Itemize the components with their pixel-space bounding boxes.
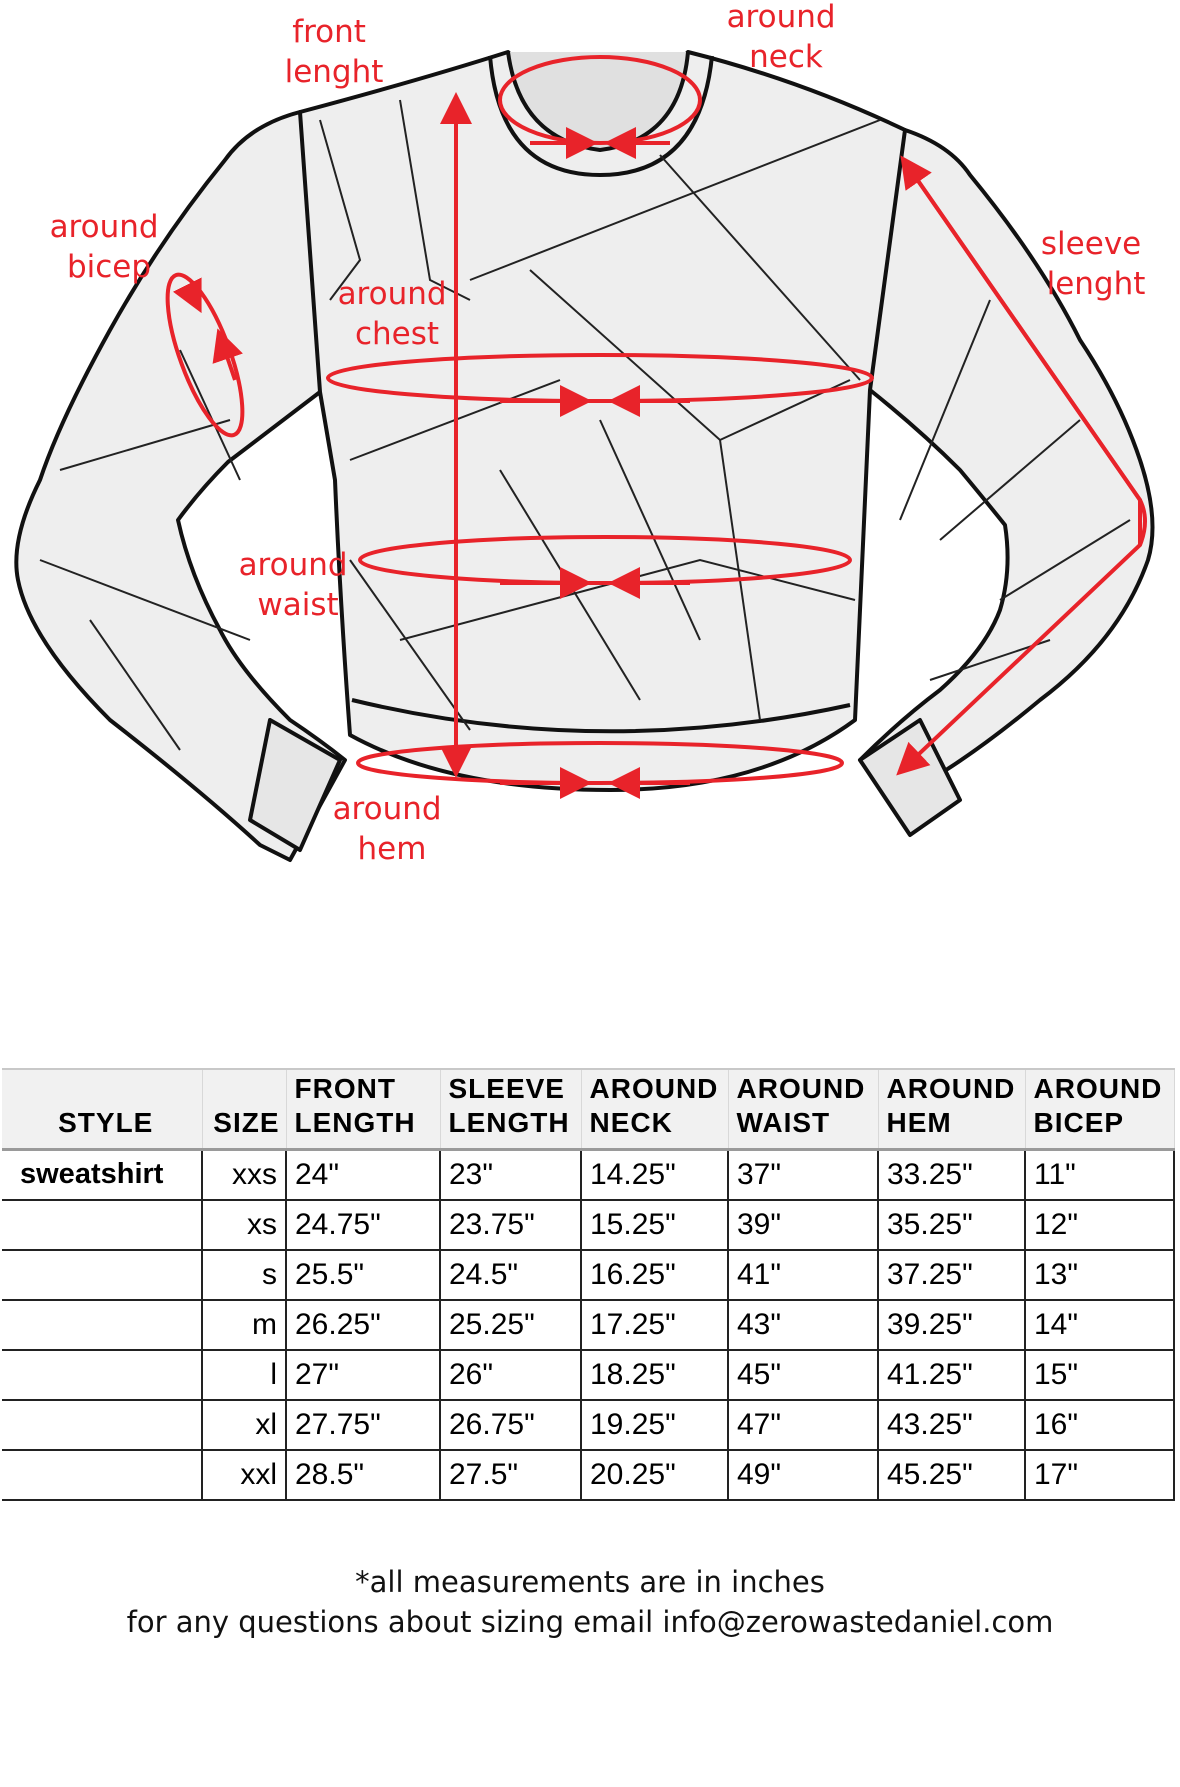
column-header xyxy=(286,1069,440,1149)
table-cell: xxs xyxy=(202,1149,286,1200)
column-header-line: BICEP xyxy=(1033,1106,1125,1138)
column-header-line: LENGTH xyxy=(294,1106,416,1138)
table-cell: 33.25" xyxy=(878,1149,1025,1200)
table-cell: 43.25" xyxy=(878,1400,1025,1450)
column-header-line: WAIST xyxy=(736,1106,831,1138)
table-cell: 37.25" xyxy=(878,1250,1025,1300)
table-cell: 20.25" xyxy=(581,1450,728,1500)
column-header-line: STYLE xyxy=(58,1106,154,1138)
column-header-line: FRONT xyxy=(294,1072,396,1104)
table-cell: 25.5" xyxy=(286,1250,440,1300)
table-cell: 39" xyxy=(728,1200,878,1250)
table-row xyxy=(2,1200,1174,1250)
table-row xyxy=(2,1450,1174,1500)
table-cell: 47" xyxy=(728,1400,878,1450)
table-cell: 26.25" xyxy=(286,1300,440,1350)
sweatshirt-illustration xyxy=(16,52,1152,860)
table-cell xyxy=(2,1250,202,1300)
sweatshirt-measurement-diagram xyxy=(0,0,1180,880)
table-cell: sweatshirt xyxy=(2,1149,202,1200)
table-cell: 13" xyxy=(1025,1250,1174,1300)
table-cell: 25.25" xyxy=(440,1300,581,1350)
label-around-waist: around waist xyxy=(238,547,348,623)
sizing-footnote xyxy=(0,1562,1180,1642)
column-header-line: NECK xyxy=(589,1106,673,1138)
table-cell: 11" xyxy=(1025,1149,1174,1200)
table-cell: l xyxy=(202,1350,286,1400)
table-cell: 23" xyxy=(440,1149,581,1200)
table-body xyxy=(2,1149,1174,1500)
table-cell: xxl xyxy=(202,1450,286,1500)
table-cell: 14.25" xyxy=(581,1149,728,1200)
table-row xyxy=(2,1149,1174,1200)
column-header-line: AROUND xyxy=(1033,1072,1163,1104)
label-around-chest: around chest xyxy=(337,276,447,352)
table-cell: 26.75" xyxy=(440,1400,581,1450)
column-header-line: AROUND xyxy=(736,1072,866,1104)
column-header xyxy=(728,1069,878,1149)
table-cell: 12" xyxy=(1025,1200,1174,1250)
table-cell: 18.25" xyxy=(581,1350,728,1400)
table-cell: 24.5" xyxy=(440,1250,581,1300)
table-cell: 15.25" xyxy=(581,1200,728,1250)
table-cell: 43" xyxy=(728,1300,878,1350)
table-cell: 24" xyxy=(286,1149,440,1200)
label-around-bicep: around bicep xyxy=(49,209,159,285)
table-cell: s xyxy=(202,1250,286,1300)
table-cell: 17" xyxy=(1025,1450,1174,1500)
table-cell: 28.5" xyxy=(286,1450,440,1500)
table-row xyxy=(2,1400,1174,1450)
column-header xyxy=(202,1069,286,1149)
table-cell: 37" xyxy=(728,1149,878,1200)
table-cell: 49" xyxy=(728,1450,878,1500)
column-header xyxy=(878,1069,1025,1149)
table-cell: 35.25" xyxy=(878,1200,1025,1250)
table-cell: 27" xyxy=(286,1350,440,1400)
table-cell: 45.25" xyxy=(878,1450,1025,1500)
column-header-line: HEM xyxy=(886,1106,952,1138)
label-around-hem: around hem xyxy=(332,791,442,867)
table-cell: 24.75" xyxy=(286,1200,440,1250)
table-header-row xyxy=(2,1069,1174,1149)
table-cell: m xyxy=(202,1300,286,1350)
table-cell: 27.5" xyxy=(440,1450,581,1500)
column-header-line: AROUND xyxy=(589,1072,719,1104)
column-header-line: LENGTH xyxy=(448,1106,570,1138)
table-cell: 45" xyxy=(728,1350,878,1400)
table-cell: 16.25" xyxy=(581,1250,728,1300)
column-header xyxy=(440,1069,581,1149)
table-row xyxy=(2,1300,1174,1350)
table-cell: 39.25" xyxy=(878,1300,1025,1350)
column-header xyxy=(581,1069,728,1149)
column-header xyxy=(1025,1069,1174,1149)
sweatshirt-body xyxy=(300,52,905,790)
label-front-length: front lenght xyxy=(284,14,384,90)
table-cell xyxy=(2,1350,202,1400)
table-cell: xl xyxy=(202,1400,286,1450)
size-chart-table xyxy=(2,1068,1175,1501)
column-header-line: AROUND xyxy=(886,1072,1016,1104)
column-header-line: SLEEVE xyxy=(448,1072,565,1104)
table-cell: 14" xyxy=(1025,1300,1174,1350)
table-cell: 41" xyxy=(728,1250,878,1300)
table-cell: 19.25" xyxy=(581,1400,728,1450)
table-cell: 26" xyxy=(440,1350,581,1400)
sizing-contact-note: for any questions about sizing email info@zerowastedaniel.com xyxy=(126,1605,1054,1639)
column-header xyxy=(2,1069,202,1149)
table-cell xyxy=(2,1300,202,1350)
table-row xyxy=(2,1350,1174,1400)
table-cell: 17.25" xyxy=(581,1300,728,1350)
table-cell: xs xyxy=(202,1200,286,1250)
label-sleeve-length: sleeve lenght xyxy=(1040,226,1146,302)
table-cell: 16" xyxy=(1025,1400,1174,1450)
table-cell: 41.25" xyxy=(878,1350,1025,1400)
label-around-neck: around neck xyxy=(726,0,836,75)
table-cell: 23.75" xyxy=(440,1200,581,1250)
table-cell xyxy=(2,1450,202,1500)
column-header-line: SIZE xyxy=(213,1106,280,1138)
table-cell: 27.75" xyxy=(286,1400,440,1450)
table-cell: 15" xyxy=(1025,1350,1174,1400)
table-cell xyxy=(2,1200,202,1250)
measurement-unit-note: *all measurements are in inches xyxy=(355,1565,825,1599)
table-cell xyxy=(2,1400,202,1450)
table-row xyxy=(2,1250,1174,1300)
